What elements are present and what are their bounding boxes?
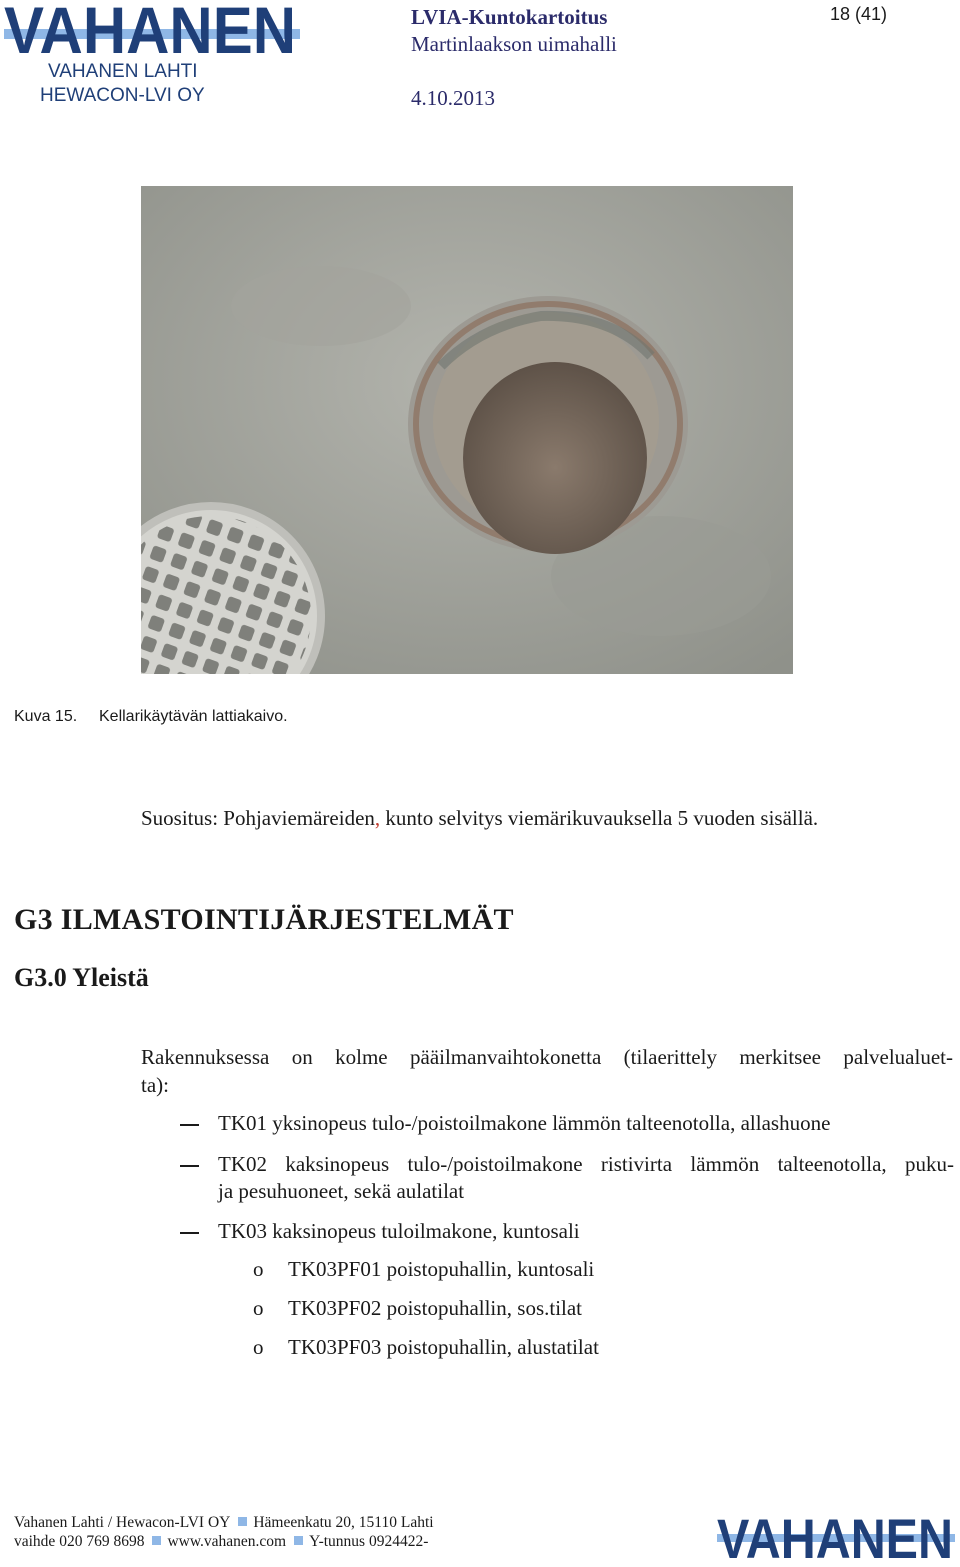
dash-bullet-icon: [180, 1124, 199, 1126]
circle-bullet-icon: o: [253, 1296, 264, 1320]
dash-bullet-icon: [180, 1232, 199, 1234]
dash-bullet-icon: [180, 1165, 199, 1167]
intro-paragraph: [141, 1043, 953, 1099]
list-item-text: TK03 kaksinopeus tuloilmakone, kuntosali: [218, 1219, 580, 1243]
document-date: 4.10.2013: [411, 86, 495, 110]
vahanen-logo-header: [4, 2, 300, 58]
intro-line1: Rakennuksessa on kolme pääilmanvaihtokonetta (tilaerittely merkitsee palvelualuet-: [141, 1045, 953, 1069]
document-title: LVIA-Kuntokartoitus: [411, 5, 608, 29]
floor-drain-photo: [141, 186, 793, 674]
circle-bullet-icon: o: [253, 1335, 264, 1359]
section-subheading: G3.0 Yleistä: [14, 963, 149, 992]
recommendation-part2: kunto selvitys viemärikuvauksella 5 vuoden sisällä.: [380, 806, 819, 830]
list-item-text: TK02 kaksinopeus tulo-/poistoilmakone ristivirta lämmön talteenotolla, puku-: [218, 1152, 954, 1176]
square-bullet-icon: [294, 1536, 303, 1545]
footer-website: www.vahanen.com: [167, 1533, 287, 1550]
list-item: [0, 1151, 960, 1207]
square-bullet-icon: [238, 1517, 247, 1526]
page-number: 18 (41): [829, 4, 887, 24]
footer-address: Hämeenkatu 20, 15110 Lahti: [253, 1514, 434, 1531]
section-heading: G3 ILMASTOINTIJÄRJESTELMÄT: [14, 903, 514, 936]
sub-list-item: [0, 1296, 960, 1326]
company-name-line1: VAHANEN LAHTI: [48, 61, 198, 82]
footer-line2: [14, 1533, 428, 1551]
list-item-text: TK01 yksinopeus tulo-/poistoilmakone lämmön talteenotolla, allashuone: [218, 1111, 831, 1135]
list-item: [0, 1218, 960, 1248]
list-item-text-continued: ja pesuhuoneet, sekä aulatilat: [218, 1179, 465, 1203]
footer-line1: [14, 1514, 434, 1532]
footer-business-id: Y-tunnus 0924422-: [309, 1533, 429, 1550]
footer-company: Vahanen Lahti / Hewacon-LVI OY: [14, 1514, 231, 1531]
sub-list-item: [0, 1257, 960, 1287]
caption-number: Kuva 15.: [14, 708, 78, 725]
recommendation-part1: Suositus: Pohjaviemäreiden: [141, 806, 375, 830]
intro-line2: ta):: [141, 1073, 169, 1097]
caption-text: Kellarikäytävän lattiakaivo.: [99, 708, 288, 725]
footer-phone: vaihde 020 769 8698: [14, 1533, 145, 1550]
square-bullet-icon: [152, 1536, 161, 1545]
vahanen-logo-footer: [717, 1512, 955, 1562]
svg-text:VAHANEN: VAHANEN: [4, 2, 296, 58]
recommendation-text: [141, 806, 818, 831]
sub-list-item-text: TK03PF03 poistopuhallin, alustatilat: [288, 1335, 599, 1359]
svg-text:VAHANEN: VAHANEN: [717, 1512, 953, 1562]
circle-bullet-icon: o: [253, 1257, 264, 1281]
sub-list-item-text: TK03PF02 poistopuhallin, sos.tilat: [288, 1296, 583, 1320]
sub-list-item: [0, 1335, 960, 1365]
figure-caption: [14, 708, 288, 726]
sub-list-item-text: TK03PF01 poistopuhallin, kuntosali: [288, 1257, 595, 1281]
list-item: [0, 1110, 960, 1140]
document-subtitle: Martinlaakson uimahalli: [411, 32, 617, 56]
recommendation-comma: ,: [374, 806, 381, 830]
company-name-line2: HEWACON-LVI OY: [40, 85, 205, 106]
